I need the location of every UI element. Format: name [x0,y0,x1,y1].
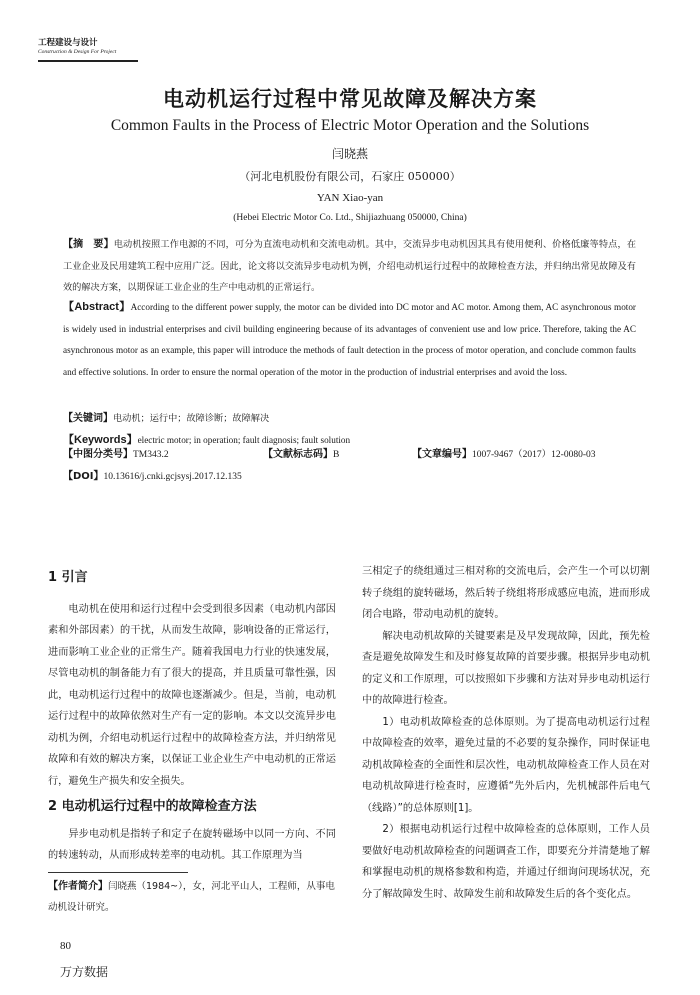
footnote-text: 闫晓燕（1984~），女，河北平山人，工程师，从事电动机设计研究。 [48,881,335,913]
author-en: YAN Xiao-yan [316,192,384,204]
right-paragraph-continued: 三相定子的绕组通过三相对称的交流电后，会产生一个可以切割转子绕组的旋转磁场，然后转子绕组将形成感应电流，进而形成闭合电路，带动电动机的旋转。 [362,566,650,620]
journal-header [38,38,116,56]
keywords-text-cn: 电动机；运行中；故障诊断；故障解决 [113,413,270,424]
abstract-text-en: According to the different power supply, the motor can be divided into DC motor and AC motor. Among them, AC asynchronous motor is widely used in industrial enterprises and civil building engineering because of its advantages of convenient use and low price. Therefore, taking the AC asynchronous motor as an example, this paper will introduce the methods of fault detection in the process of motor operation, and conclude common faults and effective solutions. In order to ensure the normal operation of the motor in the production of industrial enterprises and avoid the loss. [63,302,636,377]
article-number-label: 【文章编号】 [412,449,472,460]
keywords-cn [63,408,636,430]
author-cn: 闫晓燕 [331,147,368,161]
affiliation-en: (Hebei Electric Motor Co. Ltd., Shijiazhuang 050000, China) [233,213,467,223]
right-paragraph-2: 1）电动机故障检查的总体原则。为了提高电动机运行过程中故障检查的效率，避免过量的不必要的复杂操作，同时保证电动机故障检查的全面性和层次性，电动机故障检查工作人员在对电动机故障进行检查时，应遵循“先外后内，先机械部件后电气（线路）”的总体原则[1]。 [362,716,650,814]
doc-code-value: B [333,450,340,460]
author-footnote [48,876,336,918]
doc-code [263,448,339,462]
clc-value: TM343.2 [133,450,169,460]
doi-label: 【DOI】 [63,471,104,482]
article-number-value: 1007-9467（2017）12-0080-03 [472,450,596,460]
footnote-label: 【作者简介】 [48,881,108,892]
article-title-en: Common Faults in the Process of Electric Motor Operation and the Solutions [110,117,590,134]
body-right-column [362,561,650,905]
article-number [412,448,596,462]
doi-value: 10.13616/j.cnki.gcjsysj.2017.12.135 [103,472,242,482]
footnote-rule [48,872,188,873]
doc-code-label: 【文献标志码】 [263,449,333,460]
abstract-label-cn: 【摘 要】 [63,239,114,250]
section-1-paragraph: 电动机在使用和运行过程中会受到很多因素（电动机内部因素和外部因素）的干扰，从而发生故障，影响设备的正常运行，进而影响工业企业的正常生产。随着我国电力行业的快速发展，尽管电动机的制备能力有了很大的提高，并且质量可靠性强，因此，电动机运行过程中的故障也逐渐减少。但是，当前，电动机运行过程中的故障依然对生产有一定的影响。本文以交流异步电动机为例，介绍电动机运行过程中的故障检查方法，并归纳常见故障和有效的解决方案，以保证工业企业生产中电动机的正常运行，避免生产损失和安全损失。 [48,603,336,787]
section-2-heading: 2 电动机运行过程中的故障检查方法 [48,799,257,814]
clc-label: 【中图分类号】 [63,449,133,460]
doi [63,470,242,484]
article-title-cn: 电动机运行过程中常见故障及解决方案 [163,87,537,111]
watermark: 万方数据 [60,965,109,979]
affiliation-cn: （河北电机股份有限公司，石家庄 050000） [239,170,461,183]
right-paragraph-1: 解决电动机故障的关键要素是及早发现故障，因此，预先检查是避免故障发生和及时修复故障的首要步骤。根据异步电动机的定义和工作原理，可以按照如下步骤和方法对异步电动机运行中的故障进行检查。 [362,630,650,706]
keywords-text-en: electric motor; in operation; fault diagnosis; fault solution [137,435,351,445]
abstract-cn [63,234,636,299]
abstract-en [63,297,636,383]
section-1-heading: 1 引言 [48,570,88,585]
abstract-label-en: 【Abstract】 [63,301,131,313]
right-paragraph-3: 2）根据电动机运行过程中故障检查的总体原则，工作人员要做好电动机故障检查的问题调查工作，即要充分并清楚地了解和掌握电动机的规格参数和构造，并通过仔细询问现场状况，充分了解故障发生时、故障发生前和故障发生后的各个变化点。 [362,824,650,900]
page-number: 80 [60,940,71,952]
clc-number [63,448,169,462]
keywords-label-cn: 【关键词】 [63,413,113,424]
journal-name-cn: 工程建设与设计 [38,38,98,48]
section-2-paragraph: 异步电动机是指转子和定子在旋转磁场中以同一方向、不同的转速转动，从而形成转差率的电动机。其工作原理为当 [48,828,336,861]
abstract-text-cn: 电动机按照工作电源的不同，可分为直流电动机和交流电动机。其中，交流异步电动机因其具有使用便利、价格低廉等特点，在工业企业及民用建筑工程中应用广泛。因此，论文将以交流异步电动机为例，介绍电动机运行过程中的故障检查方法，并归纳出常见故障及有效的解决方案，以期保证工业企业的生产中电动机的正常运行。 [63,239,637,293]
keywords-label-en: 【Keywords】 [63,434,138,446]
header-rule [38,60,138,62]
journal-name-en: Construction & Design For Project [38,49,117,55]
body-left-column [48,567,336,867]
